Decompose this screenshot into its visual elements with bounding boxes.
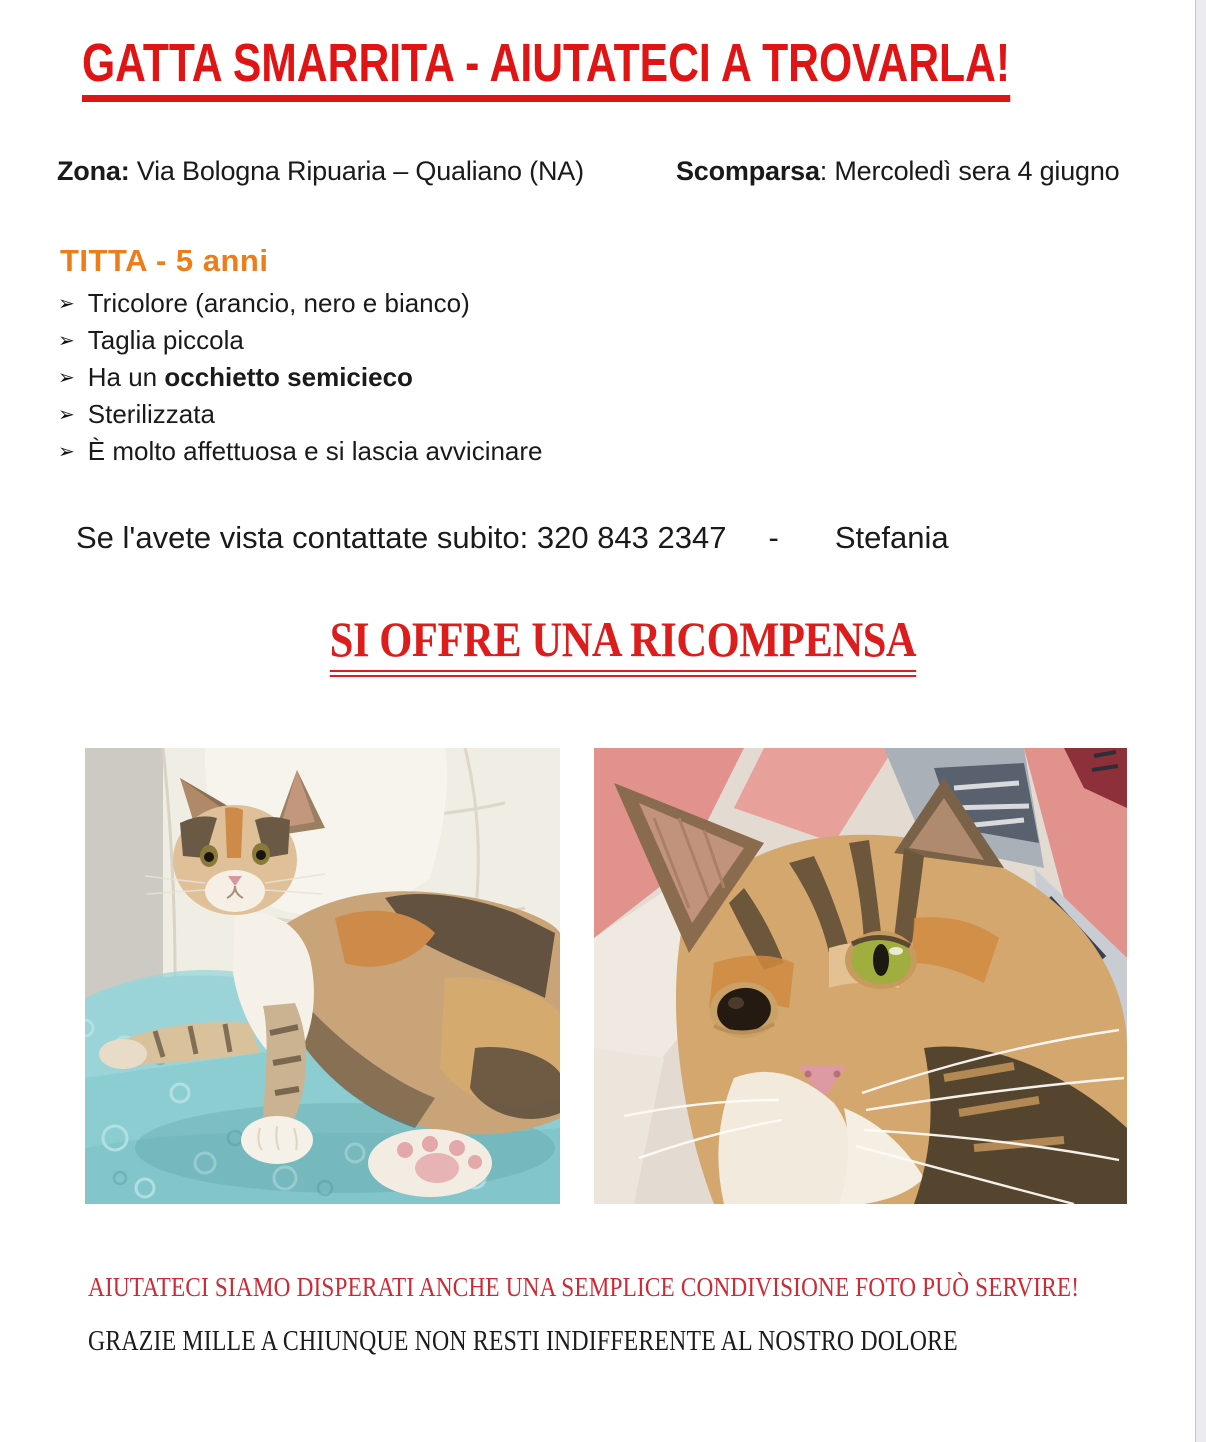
trait-text: Taglia piccola bbox=[87, 325, 244, 355]
trait-text: È molto affettuosa e si lascia avvicinare bbox=[87, 436, 543, 466]
contact-name: Stefania bbox=[834, 520, 949, 555]
disappeared-field bbox=[676, 156, 1119, 187]
trait-item bbox=[58, 436, 543, 473]
trait-item bbox=[58, 288, 543, 325]
reward-text: SI OFFRE UNA RICOMPENSA bbox=[330, 610, 916, 677]
arrow-bullet-icon: ➢ bbox=[58, 367, 75, 389]
contact-separator: - bbox=[768, 520, 779, 555]
zone-label: Zona: bbox=[57, 156, 130, 186]
trait-list bbox=[58, 288, 543, 473]
zone-field bbox=[57, 156, 584, 187]
trait-text: Ha un occhietto semicieco bbox=[87, 362, 413, 392]
green-eye bbox=[845, 931, 917, 989]
info-line bbox=[0, 156, 1206, 192]
cat-paw-pads bbox=[368, 1129, 492, 1197]
disappeared-label: Scomparsa bbox=[676, 156, 820, 186]
arrow-bullet-icon: ➢ bbox=[58, 330, 75, 352]
reward-banner bbox=[0, 610, 1206, 677]
trait-text: Tricolore (arancio, nero e bianco) bbox=[87, 288, 470, 318]
photo-cat-lying bbox=[85, 748, 560, 1204]
dark-eye bbox=[710, 982, 778, 1038]
trait-item bbox=[58, 362, 543, 399]
zone-value: Via Bologna Ripuaria – Qualiano (NA) bbox=[129, 156, 584, 186]
photo-cat-face bbox=[594, 748, 1127, 1204]
disappeared-value: : Mercoledì sera 4 giugno bbox=[819, 156, 1120, 186]
trait-item bbox=[58, 325, 543, 362]
footer-appeal-text: AIUTATECI SIAMO DISPERATI ANCHE UNA SEMPLICE CONDIVISIONE FOTO PUÒ SERVIRE! bbox=[88, 1272, 1080, 1302]
arrow-bullet-icon: ➢ bbox=[58, 293, 75, 315]
arrow-bullet-icon: ➢ bbox=[58, 404, 75, 426]
contact-text: Se l'avete vista contattate subito: 320 843 2347 bbox=[76, 520, 727, 555]
trait-text: Sterilizzata bbox=[87, 399, 215, 429]
contact-line bbox=[76, 520, 949, 556]
trait-item bbox=[58, 399, 543, 436]
pet-name-heading: TITTA - 5 anni bbox=[60, 243, 269, 278]
page-edge-strip bbox=[1195, 0, 1206, 1442]
footer-thanks-text: GRAZIE MILLE A CHIUNQUE NON RESTI INDIFFERENTE AL NOSTRO DOLORE bbox=[88, 1326, 958, 1357]
page-title: GATTA SMARRITA - AIUTATECI A TROVARLA! bbox=[82, 34, 1010, 102]
arrow-bullet-icon: ➢ bbox=[58, 441, 75, 463]
